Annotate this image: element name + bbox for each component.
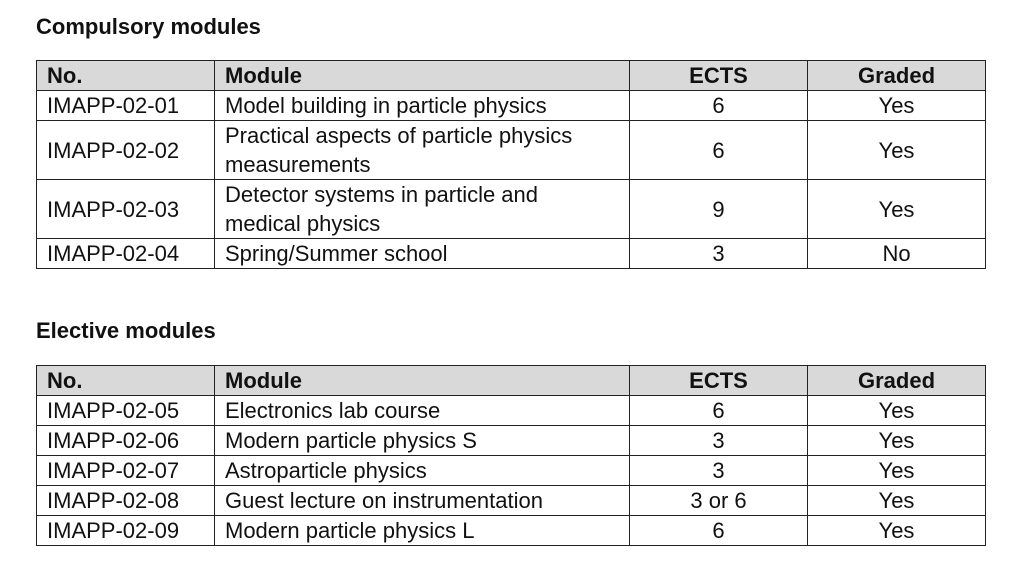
cell-graded: Yes [808, 456, 986, 486]
cell-module-number: IMAPP-02-09 [37, 516, 215, 546]
table-row [37, 396, 986, 426]
column-header-graded: Graded [808, 61, 986, 91]
cell-module-name: Modern particle physics S [215, 426, 630, 456]
elective-modules-heading: Elective modules [36, 318, 216, 343]
cell-graded: Yes [808, 486, 986, 516]
table-row [37, 486, 986, 516]
cell-ects: 3 [630, 239, 808, 269]
cell-module-number: IMAPP-02-06 [37, 426, 215, 456]
column-header-no: No. [37, 61, 215, 91]
cell-graded: Yes [808, 91, 986, 121]
table-row [37, 516, 986, 546]
cell-graded: Yes [808, 180, 986, 239]
column-header-ects: ECTS [630, 61, 808, 91]
elective-modules-table [36, 365, 986, 546]
cell-module-name: Guest lecture on instrumentation [215, 486, 630, 516]
cell-graded: Yes [808, 426, 986, 456]
header-row [37, 366, 986, 396]
cell-graded: No [808, 239, 986, 269]
cell-ects: 3 [630, 456, 808, 486]
cell-module-name: Astroparticle physics [215, 456, 630, 486]
cell-graded: Yes [808, 516, 986, 546]
table-body [37, 91, 986, 269]
cell-module-name: Modern particle physics L [215, 516, 630, 546]
cell-module-number: IMAPP-02-01 [37, 91, 215, 121]
cell-ects: 6 [630, 396, 808, 426]
column-header-no: No. [37, 366, 215, 396]
header-row [37, 61, 986, 91]
table-row [37, 239, 986, 269]
cell-module-number: IMAPP-02-04 [37, 239, 215, 269]
column-header-ects: ECTS [630, 366, 808, 396]
cell-graded: Yes [808, 121, 986, 180]
cell-module-name: Spring/Summer school [215, 239, 630, 269]
table-row [37, 121, 986, 180]
cell-module-number: IMAPP-02-03 [37, 180, 215, 239]
cell-ects: 6 [630, 91, 808, 121]
compulsory-modules-table [36, 60, 986, 269]
cell-module-name: Detector systems in particle and medical physics [215, 180, 630, 239]
cell-ects: 6 [630, 121, 808, 180]
table-row [37, 91, 986, 121]
table-row [37, 456, 986, 486]
cell-module-name: Electronics lab course [215, 396, 630, 426]
table-header [37, 366, 986, 396]
table-row [37, 426, 986, 456]
cell-module-name: Practical aspects of particle physics measurements [215, 121, 630, 180]
cell-module-number: IMAPP-02-08 [37, 486, 215, 516]
cell-module-number: IMAPP-02-02 [37, 121, 215, 180]
cell-ects: 3 or 6 [630, 486, 808, 516]
cell-module-name: Model building in particle physics [215, 91, 630, 121]
cell-graded: Yes [808, 396, 986, 426]
cell-module-number: IMAPP-02-07 [37, 456, 215, 486]
table-body [37, 396, 986, 546]
column-header-module: Module [215, 366, 630, 396]
cell-ects: 6 [630, 516, 808, 546]
cell-ects: 9 [630, 180, 808, 239]
column-header-module: Module [215, 61, 630, 91]
table-header [37, 61, 986, 91]
cell-ects: 3 [630, 426, 808, 456]
column-header-graded: Graded [808, 366, 986, 396]
table-row [37, 180, 986, 239]
compulsory-modules-heading: Compulsory modules [36, 14, 261, 39]
cell-module-number: IMAPP-02-05 [37, 396, 215, 426]
